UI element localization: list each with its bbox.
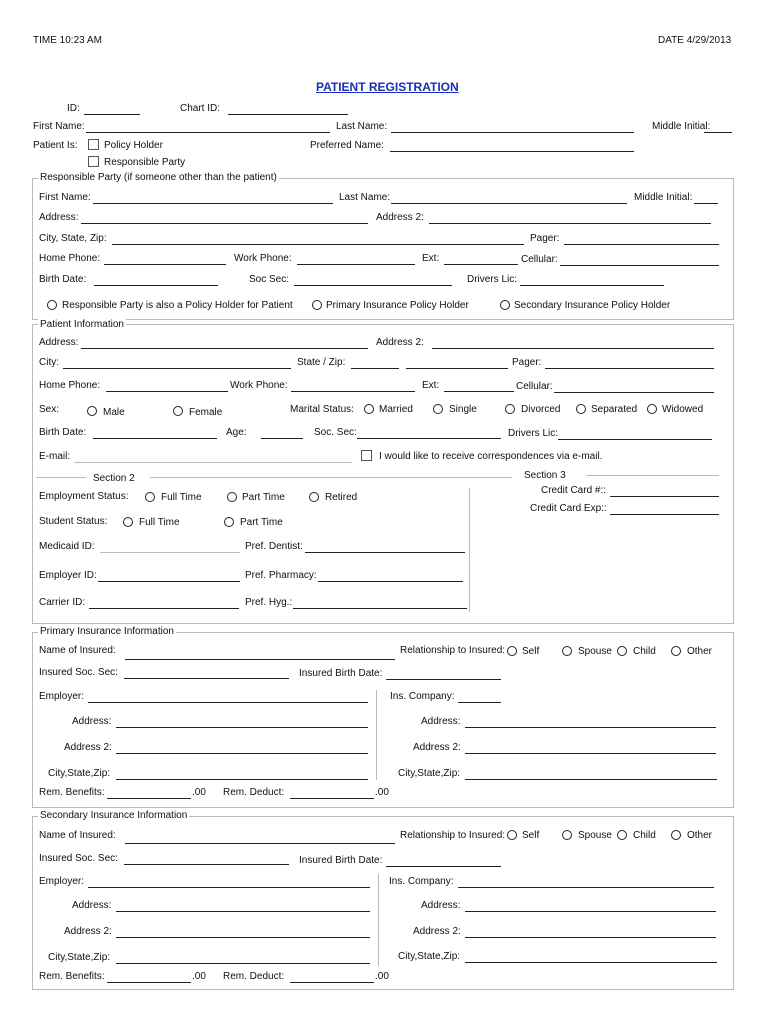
first-name-field[interactable]	[86, 132, 330, 133]
rp-pager-field[interactable]	[564, 244, 719, 245]
pi-ins-city-label: City,State,Zip:	[398, 768, 461, 779]
responsible-party-label: Responsible Party	[104, 157, 186, 168]
pi-address-field[interactable]	[116, 727, 368, 728]
p-drivers-lic-label: Drivers Lic:	[508, 428, 559, 439]
married-radio[interactable]	[364, 404, 374, 414]
single-radio[interactable]	[433, 404, 443, 414]
p-birth-date-label: Birth Date:	[39, 427, 87, 438]
pi-birth-label: Insured Birth Date:	[299, 668, 383, 679]
rp-address-label: Address:	[39, 212, 79, 223]
pi-child-radio[interactable]	[617, 646, 627, 656]
rp-last-name-field[interactable]	[391, 203, 627, 204]
rp-work-phone-label: Work Phone:	[234, 253, 292, 264]
chart-id-field[interactable]	[228, 114, 348, 115]
rp-secondary-holder-label: Secondary Insurance Policy Holder	[514, 300, 671, 311]
pi-other-label: Other	[687, 646, 713, 657]
employment-part-time-radio[interactable]	[227, 492, 237, 502]
si-ins-city-label: City,State,Zip:	[398, 951, 461, 962]
married-label: Married	[379, 404, 413, 415]
p-state-field[interactable]	[351, 368, 399, 369]
medicaid-id-field[interactable]	[100, 552, 240, 553]
pi-rem-deduct-field[interactable]	[290, 798, 374, 799]
p-birth-date-field[interactable]	[93, 438, 217, 439]
chart-id-label: Chart ID:	[180, 103, 221, 114]
p-pager-label: Pager:	[512, 357, 542, 368]
si-rem-benefits-cents: .00	[192, 971, 206, 982]
si-birth-field[interactable]	[386, 866, 501, 867]
rp-middle-initial-field[interactable]	[694, 203, 718, 204]
patient-is-label: Patient Is:	[33, 140, 78, 151]
si-ins-company-field[interactable]	[458, 887, 714, 888]
pi-self-radio[interactable]	[507, 646, 517, 656]
pi-city-field[interactable]	[116, 779, 368, 780]
employment-full-time-label: Full Time	[161, 492, 202, 503]
pi-employer-label: Employer:	[39, 691, 85, 702]
rp-home-phone-label: Home Phone:	[39, 253, 101, 264]
pi-soc-field[interactable]	[124, 678, 289, 679]
pref-dentist-label: Pref. Dentist:	[245, 541, 303, 552]
rp-drivers-lic-label: Drivers Lic:	[467, 274, 518, 285]
section2-legend: Section 2	[93, 473, 135, 484]
carrier-id-label: Carrier ID:	[39, 597, 86, 608]
p-cellular-label: Cellular:	[516, 381, 553, 392]
pi-name-label: Name of Insured:	[39, 645, 116, 656]
pref-pharmacy-label: Pref. Pharmacy:	[245, 570, 317, 581]
si-self-radio[interactable]	[507, 830, 517, 840]
student-status-label: Student Status:	[39, 516, 108, 527]
male-radio[interactable]	[87, 406, 97, 416]
responsible-party-checkbox[interactable]	[88, 156, 99, 167]
male-label: Male	[103, 407, 125, 418]
first-name-label: First Name:	[33, 121, 85, 132]
rp-pager-label: Pager:	[530, 233, 560, 244]
si-spouse-radio[interactable]	[562, 830, 572, 840]
p-soc-sec-label: Soc. Sec:	[314, 427, 357, 438]
section3-legend: Section 3	[524, 470, 566, 481]
pi-rem-deduct-label: Rem. Deduct:	[223, 787, 285, 798]
preferred-name-field[interactable]	[390, 151, 634, 152]
carrier-id-field[interactable]	[89, 608, 239, 609]
employment-retired-radio[interactable]	[309, 492, 319, 502]
p-email-field[interactable]	[74, 462, 352, 463]
p-ext-label: Ext:	[422, 380, 440, 391]
p-cellular-field[interactable]	[554, 392, 714, 393]
page-title: PATIENT REGISTRATION	[316, 80, 459, 94]
pi-other-radio[interactable]	[671, 646, 681, 656]
patient-info-section	[32, 324, 734, 624]
pi-ins-address-label: Address:	[421, 716, 461, 727]
rp-policy-holder-label: Responsible Party is also a Policy Holder for Patient	[62, 300, 293, 311]
pi-spouse-radio[interactable]	[562, 646, 572, 656]
rp-soc-sec-field[interactable]	[294, 285, 452, 286]
p-zip-field[interactable]	[406, 368, 508, 369]
si-city-label: City,State,Zip:	[48, 952, 111, 963]
pi-city-label: City,State,Zip:	[48, 768, 111, 779]
rp-city-field[interactable]	[112, 244, 524, 245]
last-name-field[interactable]	[391, 132, 634, 133]
rp-soc-sec-label: Soc Sec:	[249, 274, 290, 285]
credit-card-exp-label: Credit Card Exp::	[530, 503, 607, 514]
rp-birth-date-field[interactable]	[94, 285, 218, 286]
rp-address2-field[interactable]	[429, 223, 711, 224]
si-employer-field[interactable]	[88, 887, 370, 888]
section3-rule	[586, 475, 719, 476]
female-label: Female	[189, 407, 223, 418]
pi-employer-field[interactable]	[88, 702, 368, 703]
pi-ins-address-field[interactable]	[465, 727, 716, 728]
p-address2-label: Address 2:	[376, 337, 424, 348]
p-address2-field[interactable]	[432, 348, 714, 349]
employment-status-label: Employment Status:	[39, 491, 129, 502]
student-full-time-label: Full Time	[139, 517, 180, 528]
p-email-label: E-mail:	[39, 451, 71, 462]
p-city-label: City:	[39, 357, 59, 368]
employment-full-time-radio[interactable]	[145, 492, 155, 502]
pi-ins-company-label: Ins. Company:	[390, 691, 455, 702]
rp-ext-label: Ext:	[422, 253, 440, 264]
rp-address2-label: Address 2:	[376, 212, 424, 223]
si-ins-city-field[interactable]	[465, 962, 717, 963]
last-name-label: Last Name:	[336, 121, 388, 132]
si-divider	[378, 874, 379, 966]
patient-info-legend: Patient Information	[40, 319, 124, 330]
pi-ins-address2-field[interactable]	[465, 753, 716, 754]
rp-city-label: City, State, Zip:	[39, 233, 107, 244]
p-home-phone-label: Home Phone:	[39, 380, 101, 391]
p-work-phone-label: Work Phone:	[230, 380, 288, 391]
date-label: DATE 4/29/2013	[658, 35, 732, 46]
si-ins-address2-label: Address 2:	[413, 926, 461, 937]
si-address-field[interactable]	[116, 911, 370, 912]
rp-first-name-field[interactable]	[93, 203, 333, 204]
pi-divider	[376, 690, 377, 780]
divorced-radio[interactable]	[505, 404, 515, 414]
pi-soc-label: Insured Soc. Sec:	[39, 667, 118, 678]
si-address2-field[interactable]	[116, 937, 370, 938]
middle-initial-label: Middle Initial:	[652, 121, 711, 132]
student-part-time-radio[interactable]	[224, 517, 234, 527]
separated-label: Separated	[591, 404, 638, 415]
divorced-label: Divorced	[521, 404, 561, 415]
rp-primary-holder-label: Primary Insurance Policy Holder	[326, 300, 469, 311]
email-correspondence-label: I would like to receive correspondences via e-mail.	[379, 451, 603, 462]
si-address2-label: Address 2:	[64, 926, 112, 937]
si-spouse-label: Spouse	[578, 830, 612, 841]
si-rem-deduct-cents: .00	[375, 971, 389, 982]
si-city-field[interactable]	[116, 963, 370, 964]
employer-id-field[interactable]	[98, 581, 240, 582]
rp-last-name-label: Last Name:	[339, 192, 391, 203]
p-ext-field[interactable]	[444, 391, 514, 392]
time-label: TIME 10:23 AM	[33, 35, 102, 46]
p-pager-field[interactable]	[545, 368, 714, 369]
id-label: ID:	[67, 103, 80, 114]
p-address-label: Address:	[39, 337, 79, 348]
rp-home-phone-field[interactable]	[104, 264, 226, 265]
p-address-field[interactable]	[81, 348, 368, 349]
si-soc-field[interactable]	[124, 864, 289, 865]
pi-name-field[interactable]	[125, 659, 395, 660]
p-sex-label: Sex:	[39, 404, 60, 415]
rp-birth-date-label: Birth Date:	[39, 274, 87, 285]
pi-rem-benefits-cents: .00	[192, 787, 206, 798]
si-rem-deduct-label: Rem. Deduct:	[223, 971, 285, 982]
si-rem-benefits-field[interactable]	[107, 982, 191, 983]
single-label: Single	[449, 404, 477, 415]
credit-card-label: Credit Card #::	[541, 485, 607, 496]
separated-radio[interactable]	[576, 404, 586, 414]
rp-first-name-label: First Name:	[39, 192, 91, 203]
rp-cellular-label: Cellular:	[521, 254, 558, 265]
pi-ins-company-field[interactable]	[458, 702, 501, 703]
rp-secondary-holder-radio[interactable]	[500, 300, 510, 310]
marital-status-label: Marital Status:	[290, 404, 354, 415]
section2-rule-left	[36, 477, 86, 478]
p-age-label: Age:	[226, 427, 247, 438]
si-birth-label: Insured Birth Date:	[299, 855, 383, 866]
p-work-phone-field[interactable]	[291, 391, 415, 392]
employer-id-label: Employer ID:	[39, 570, 97, 581]
section2-rule-right	[150, 477, 512, 478]
si-name-label: Name of Insured:	[39, 830, 116, 841]
pref-hyg-field[interactable]	[293, 608, 467, 609]
pref-hyg-label: Pref. Hyg.:	[245, 597, 293, 608]
pref-pharmacy-field[interactable]	[318, 581, 463, 582]
si-child-label: Child	[633, 830, 656, 841]
si-other-label: Other	[687, 830, 713, 841]
student-full-time-radio[interactable]	[123, 517, 133, 527]
widowed-label: Widowed	[662, 404, 704, 415]
p-soc-sec-field[interactable]	[357, 438, 501, 439]
pi-address2-label: Address 2:	[64, 742, 112, 753]
rp-policy-holder-radio[interactable]	[47, 300, 57, 310]
si-name-field[interactable]	[125, 843, 395, 844]
si-relationship-label: Relationship to Insured:	[400, 830, 506, 841]
pi-rem-benefits-label: Rem. Benefits:	[39, 787, 105, 798]
p-city-field[interactable]	[63, 368, 291, 369]
medicaid-id-label: Medicaid ID:	[39, 541, 95, 552]
si-rem-benefits-label: Rem. Benefits:	[39, 971, 105, 982]
student-part-time-label: Part Time	[240, 517, 283, 528]
rp-drivers-lic-field[interactable]	[520, 285, 664, 286]
pref-dentist-field[interactable]	[305, 552, 465, 553]
pi-spouse-label: Spouse	[578, 646, 612, 657]
si-ins-address2-field[interactable]	[465, 937, 716, 938]
pi-ins-city-field[interactable]	[465, 779, 717, 780]
policy-holder-checkbox[interactable]	[88, 139, 99, 150]
si-other-radio[interactable]	[671, 830, 681, 840]
p-state-zip-label: State / Zip:	[297, 357, 346, 368]
employment-part-time-label: Part Time	[242, 492, 285, 503]
credit-card-field[interactable]	[610, 496, 719, 497]
si-self-label: Self	[522, 830, 540, 841]
pi-address-label: Address:	[72, 716, 112, 727]
section2-divider	[469, 488, 470, 612]
id-field[interactable]	[84, 114, 140, 115]
rp-cellular-field[interactable]	[560, 265, 719, 266]
policy-holder-label: Policy Holder	[104, 140, 163, 151]
rp-ext-field[interactable]	[444, 264, 518, 265]
pi-rem-benefits-field[interactable]	[107, 798, 191, 799]
si-address-label: Address:	[72, 900, 112, 911]
pi-child-label: Child	[633, 646, 656, 657]
secondary-insurance-legend: Secondary Insurance Information	[40, 810, 188, 821]
rp-middle-initial-label: Middle Initial:	[634, 192, 693, 203]
female-radio[interactable]	[173, 406, 183, 416]
p-home-phone-field[interactable]	[106, 391, 228, 392]
si-ins-address-field[interactable]	[465, 911, 716, 912]
rp-work-phone-field[interactable]	[297, 264, 415, 265]
widowed-radio[interactable]	[647, 404, 657, 414]
pi-self-label: Self	[522, 646, 540, 657]
rp-address-field[interactable]	[81, 223, 368, 224]
pi-ins-address2-label: Address 2:	[413, 742, 461, 753]
pi-address2-field[interactable]	[116, 753, 368, 754]
si-child-radio[interactable]	[617, 830, 627, 840]
si-employer-label: Employer:	[39, 876, 85, 887]
p-age-field[interactable]	[261, 438, 303, 439]
preferred-name-label: Preferred Name:	[310, 140, 384, 151]
si-ins-address-label: Address:	[421, 900, 461, 911]
credit-card-exp-field[interactable]	[610, 514, 719, 515]
employment-retired-label: Retired	[325, 492, 358, 503]
rp-primary-holder-radio[interactable]	[312, 300, 322, 310]
pi-relationship-label: Relationship to Insured:	[400, 645, 506, 656]
pi-birth-field[interactable]	[386, 679, 501, 680]
p-drivers-lic-field[interactable]	[558, 439, 712, 440]
si-soc-label: Insured Soc. Sec:	[39, 853, 118, 864]
middle-initial-field[interactable]	[704, 132, 732, 133]
pi-rem-deduct-cents: .00	[375, 787, 389, 798]
responsible-party-legend: Responsible Party (if someone other than the patient)	[40, 172, 277, 183]
primary-insurance-legend: Primary Insurance Information	[40, 626, 174, 637]
si-ins-company-label: Ins. Company:	[389, 876, 454, 887]
email-correspondence-checkbox[interactable]	[361, 450, 372, 461]
si-rem-deduct-field[interactable]	[290, 982, 374, 983]
